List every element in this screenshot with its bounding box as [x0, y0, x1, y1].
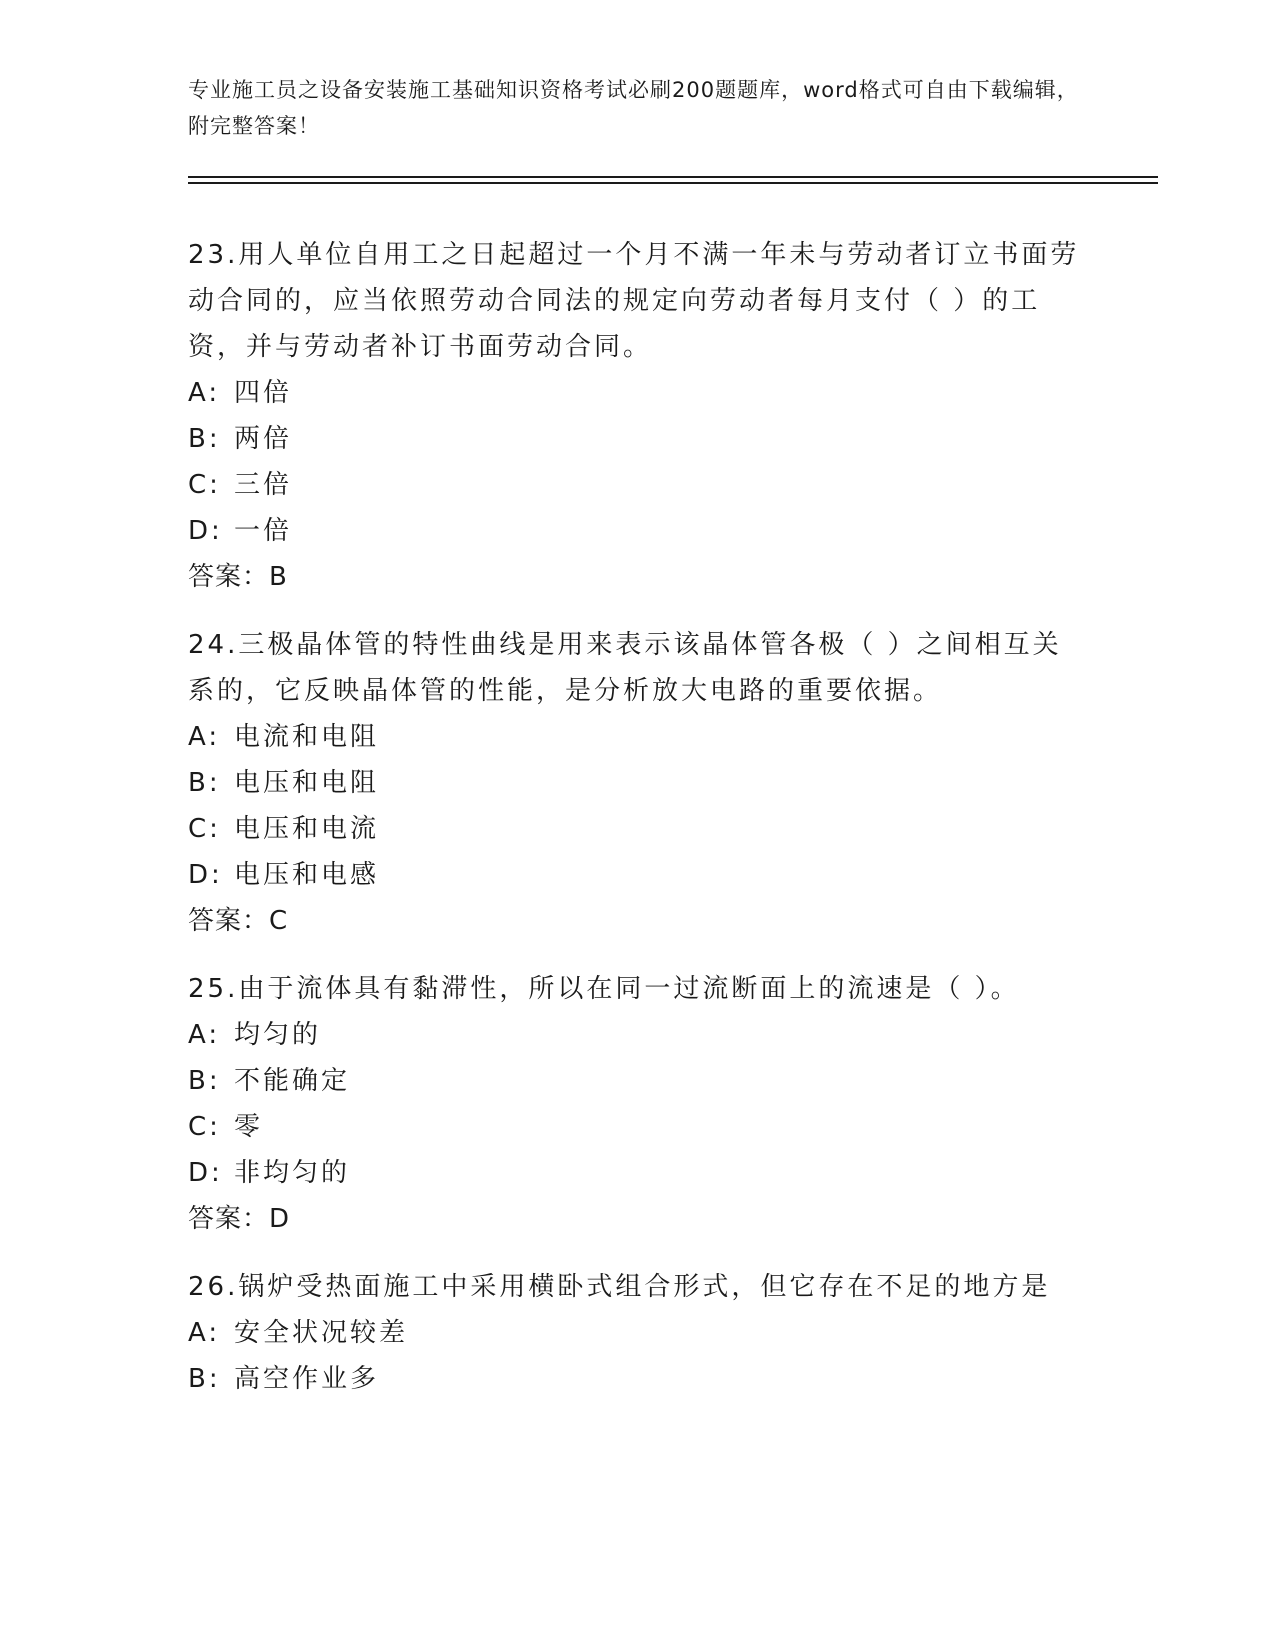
option-a	[188, 1012, 1088, 1058]
option-text: 电压和电感	[234, 860, 380, 890]
option-label: D:	[188, 516, 223, 546]
header-divider-top	[188, 176, 1158, 178]
option-label: A:	[188, 722, 221, 752]
option-c	[188, 462, 1088, 508]
header-divider-bottom	[188, 182, 1158, 184]
option-label: B:	[188, 768, 221, 798]
option-label: A:	[188, 1020, 221, 1050]
option-d	[188, 508, 1088, 554]
question-list	[188, 232, 1088, 1424]
option-label: C:	[188, 470, 221, 500]
option-c	[188, 1104, 1088, 1150]
option-text: 三倍	[234, 470, 293, 500]
option-text: 四倍	[234, 378, 293, 408]
option-b	[188, 1058, 1088, 1104]
question-text: 26.锅炉受热面施工中采用横卧式组合形式，但它存在不足的地方是	[188, 1272, 1051, 1302]
question-24	[188, 622, 1088, 944]
answer-text: 答案：B	[188, 562, 288, 592]
answer-text: 答案：C	[188, 906, 289, 936]
option-text: 均匀的	[234, 1020, 322, 1050]
option-text: 高空作业多	[234, 1364, 380, 1394]
option-label: D:	[188, 1158, 223, 1188]
option-a	[188, 1310, 1088, 1356]
option-label: C:	[188, 1112, 221, 1142]
option-text: 安全状况较差	[234, 1318, 409, 1348]
option-text: 两倍	[234, 424, 293, 454]
option-d	[188, 852, 1088, 898]
option-label: B:	[188, 1066, 221, 1096]
option-a	[188, 714, 1088, 760]
option-text: 一倍	[234, 516, 293, 546]
option-text: 电压和电流	[234, 814, 380, 844]
option-d	[188, 1150, 1088, 1196]
answer-text: 答案：D	[188, 1204, 291, 1234]
question-text: 23.用人单位自用工之日起超过一个月不满一年未与劳动者订立书面劳动合同的，应当依照劳动合同法的规定向劳动者每月支付（ ）的工资，并与劳动者补订书面劳动合同。	[188, 240, 1080, 362]
option-text: 零	[234, 1112, 264, 1142]
option-label: B:	[188, 1364, 221, 1394]
option-b	[188, 760, 1088, 806]
option-text: 不能确定	[234, 1066, 351, 1096]
option-label: C:	[188, 814, 221, 844]
option-b	[188, 1356, 1088, 1402]
question-text: 25.由于流体具有黏滞性，所以在同一过流断面上的流速是（ ）。	[188, 974, 1020, 1004]
question-23	[188, 232, 1088, 600]
option-b	[188, 416, 1088, 462]
option-label: B:	[188, 424, 221, 454]
question-25	[188, 966, 1088, 1242]
option-label: A:	[188, 1318, 221, 1348]
question-26	[188, 1264, 1088, 1402]
option-text: 电压和电阻	[234, 768, 380, 798]
option-text: 非均匀的	[234, 1158, 351, 1188]
option-a	[188, 370, 1088, 416]
option-text: 电流和电阻	[234, 722, 380, 752]
option-label: D:	[188, 860, 223, 890]
document-header: 专业施工员之设备安装施工基础知识资格考试必刷200题题库，word格式可自由下载编辑，附完整答案！	[188, 78, 1079, 138]
option-label: A:	[188, 378, 221, 408]
question-text: 24.三极晶体管的特性曲线是用来表示该晶体管各极（ ）之间相互关系的，它反映晶体管的性能，是分析放大电路的重要依据。	[188, 630, 1062, 706]
option-c	[188, 806, 1088, 852]
